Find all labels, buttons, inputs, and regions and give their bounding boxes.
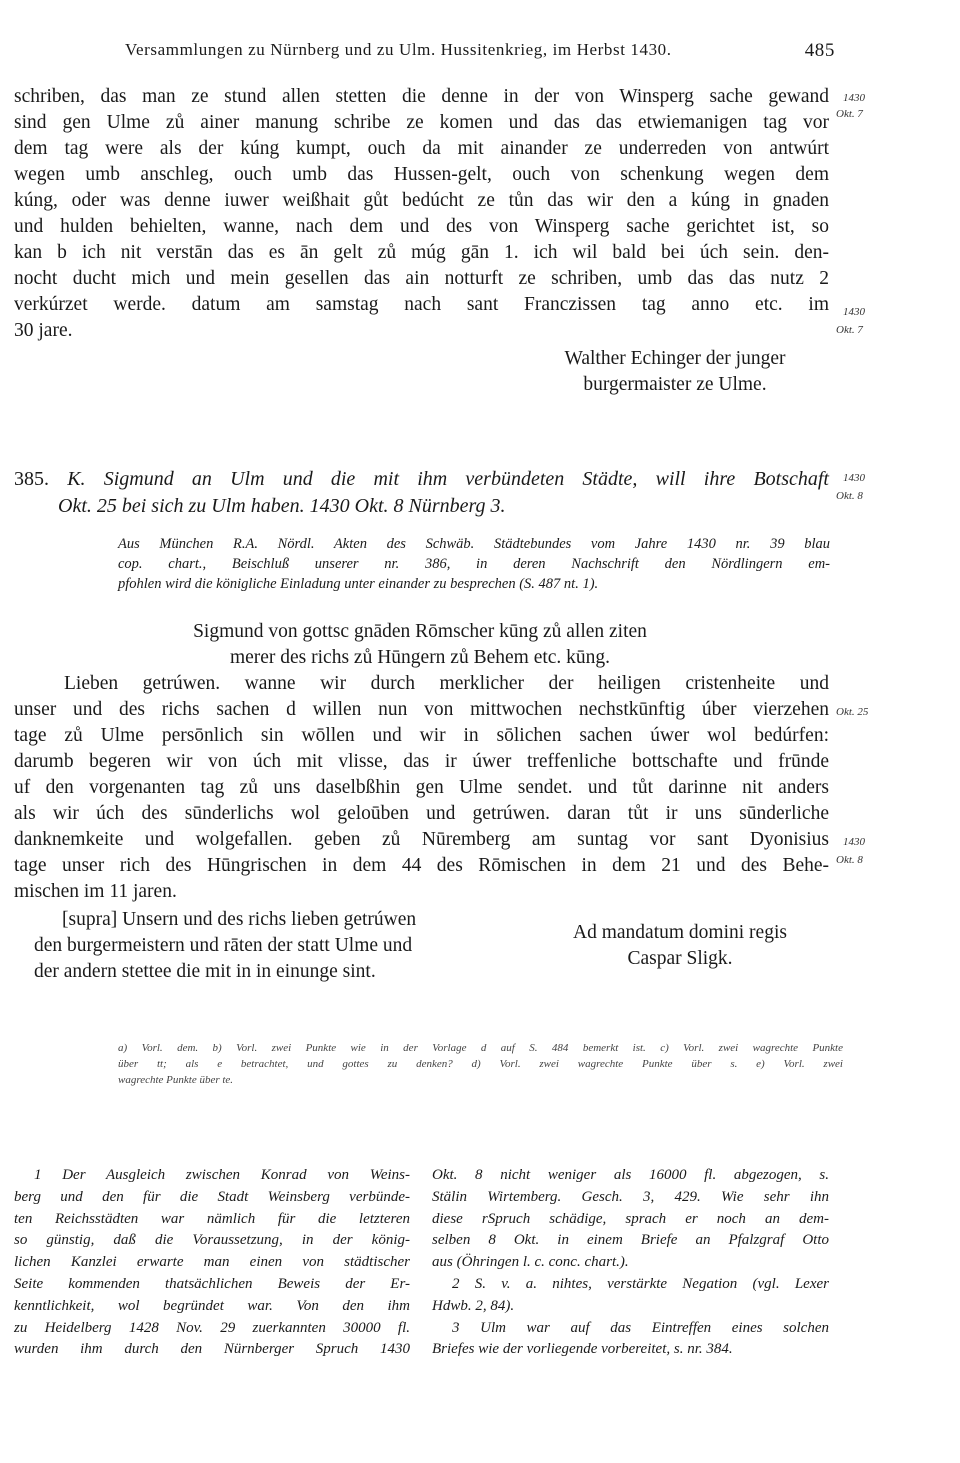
apparatus-line: wagrechte Punkte über te. [118,1074,234,1086]
footnote-line: Hdwb. 2, 84). [432,1297,515,1314]
chancery-line: Caspar Sligk. [627,948,733,969]
text-line: darumb begeren wir von úch mit vlisse, das ir úwer treffenliche bottschafte und frūnde [14,751,829,772]
footnote-line: wurden ihm durch den Nürnberger Spruch 1430 [14,1341,410,1358]
heading-text: K. Sigmund an Ulm und die mit ihm verbündeten Städte, will ihre Botschaft [67,468,829,490]
running-title: Versammlungen zu Nürnberg und zu Ulm. Hussitenkrieg, im Herbst 1430. [125,40,672,59]
text-line: sind gen Ulme zů ainer manung schribe ze komen und das das etwiemanigen tag vor [14,112,829,133]
margin-date-day: Okt. 8 [836,854,863,866]
margin-date-day: Okt. 7 [836,324,863,336]
address-block [34,907,514,985]
footnote-line: so günstig, daß die Voraussetzung, in der könig- [14,1232,410,1249]
margin-date-year: 1430 [843,472,865,484]
document-385-heading [14,466,829,520]
heading-line [14,466,829,493]
margin-date-year: 1430 [843,836,865,848]
footnote-line: Seite kommenden thatsächlichen Beweis der Er- [14,1275,410,1292]
footnote-line: zu Heidelberg 1428 Nov. 29 zuerkannten 30000 fl. [14,1319,410,1336]
margin-date-day: Okt. 25 [836,706,869,718]
text-line: kúng, oder was denne iuwer weißhait gůt bedúcht ze tůn das wir den a kúng in gnaden [14,190,829,211]
address-line: [supra] Unsern und des richs lieben getrúwen [62,909,417,930]
page-number: 485 [804,40,835,61]
text-line: nocht ducht mich und mein gesellen das ain notturft ze schriben, umb das das nutz 2 [14,268,829,289]
address-line: der andern stettee die mit in in einunge sint. [34,961,376,982]
footnote-line: Okt. 8 nicht weniger als 16000 fl. abgezogen, s. [432,1167,829,1183]
source-line: Aus München R.A. Nördl. Akten des Schwäb. Städtebundes vom Jahre 1430 nr. 39 blau [118,536,830,552]
address-line: den burgermeistern und rāten der statt Ulme und [34,935,413,956]
footnote-line: Stälin Wirtemberg. Gesch. 3, 429. Wie sehr ihn [432,1188,829,1205]
intitulatio-line: Sigmund von gottsc gnāden Rōmscher kūng zů allen ziten [193,621,647,642]
text-line: schriben, das man ze stund allen stetten die denne in der von Winsperg sache gewand [14,86,829,107]
text-line: verkúrzet werde. datum am samstag nach sant Franczissen tag anno etc. im [14,294,829,315]
signature-line: burgermaister ze Ulme. [583,374,767,395]
apparatus-line: über tt; als e betrachtet, und gottes zu denken? d) Vorl. zwei wagrechte Punkte über s. e) Vorl. zwei [118,1058,843,1070]
footnote-line: Briefes wie der vorliegende vorbereitet, s. nr. 384. [432,1341,733,1358]
chancery-note [540,920,820,972]
signature-line: Walther Echinger der junger [564,348,786,369]
heading-line: Okt. 25 bei sich zu Ulm haben. 1430 Okt. 8 Nürnberg 3. [58,495,506,517]
intitulatio [60,619,780,671]
margin-date-day: Okt. 8 [836,490,863,502]
footnote-line: 1 Der Ausgleich zwischen Konrad von Weins- [34,1167,410,1183]
apparatus-line: a) Vorl. dem. b) Vorl. zwei Punkte wie in der Vorlage d auf S. 484 bemerkt ist. c) Vorl. zwei wagrechte Punkte [118,1042,843,1054]
footnote-line: lichen Kanzlei erwarte man einen von städtischer [14,1254,410,1271]
margin-date-year: 1430 [843,92,865,104]
chancery-line: Ad mandatum domini regis [573,922,787,943]
text-line: tage zů Ulme persōnlich sin wōllen und wir in sōlichen sachen úwer wol bedúrfen: [14,725,829,746]
footnotes-right-column [432,1165,829,1361]
source-line: pfohlen wird die königliche Einladung unter einander zu besprechen (S. 487 nt. 1). [118,576,599,592]
signature-block [520,346,830,398]
footnote-line: kenntlichkeit, wol begründet war. Von den ihm [14,1297,410,1314]
document-385-text [14,671,829,905]
text-line: und hulden behielten, wanne, nach dem und des von Winsperg sache gerichtet ist, so [14,216,829,237]
source-description [118,534,830,594]
text-line: danknemkeite und wolgefallen. geben zů Nūremberg am suntag vor sant Dyonisius [14,829,829,850]
footnote-line: 3 Ulm war auf das Eintreffen eines solchen [452,1319,829,1336]
intitulatio-line: merer des richs zů Hūngern zů Behem etc. kūng. [229,647,611,668]
letter-384-text [14,84,829,344]
footnote-line: aus (Öhringen l. c. conc. chart.). [432,1254,629,1271]
text-line: kan b ich nit verstān das es ān gelt zů múg gān 1. ich wil bald bei úch sein. den- [14,242,829,263]
text-line: wegen umb anschleg, ouch umb das Hussen-gelt, ouch von schenkung wegen dem [14,164,829,185]
text-line: tage unser rich des Hūngrischen in dem 44 des Rōmischen in dem 21 und des Behe- [14,855,829,876]
margin-date-year: 1430 [843,306,865,318]
critical-apparatus [118,1040,843,1088]
text-line: uf den vorgenanten tag zů uns daselbßhin gen Ulme sendet. und tůt darinne nit anders [14,777,829,798]
footnote-line: berg und den für die Stadt Weinsberg verbünde- [14,1188,410,1205]
footnote-line: selben 8 Okt. in einem Briefe an Pfalzgraf Otto [432,1232,829,1249]
source-line: cop. chart., Beischluß unserer nr. 386, in deren Nachschrift den Nördlingern em- [118,556,830,572]
text-line: 30 jare. [14,320,73,341]
document-number: 385. [14,468,49,490]
text-line: dem tag were als der kúng kumpt, ouch da mit ainander ze underreden von antwúrt [14,138,829,159]
margin-date-day: Okt. 7 [836,108,863,120]
footnotes-left-column [14,1165,410,1361]
text-line: als wir úch des sūnderlichs wol geloūben und getrúwen. daran tůt ir uns sūnderliche [14,803,829,824]
text-line: mischen im 11 jaren. [14,881,177,902]
running-header [125,40,835,60]
footnote-line: diese rSpruch schädige, sprach er noch an dem- [432,1210,829,1227]
text-line: Lieben getrúwen. wanne wir durch merklicher der heiligen cristenheite und [64,673,829,694]
footnote-line: ten Reichsstädten war nämlich für die letzteren [14,1210,410,1227]
text-line: unser und des richs sachen d willen nun von mittwochen nechstkūnftig úber vierzehen [14,699,829,720]
footnote-line: 2 S. v. a. nihtes, verstärkte Negation (vgl. Lexer [452,1275,829,1292]
